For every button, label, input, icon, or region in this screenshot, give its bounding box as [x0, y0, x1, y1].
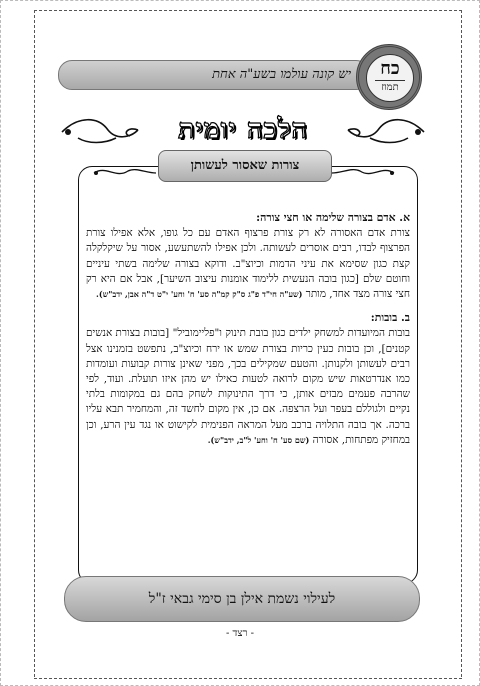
title-block — [58, 108, 428, 152]
page-frame-bottom — [34, 678, 462, 679]
section-body: צורת אדם האסורה לא רק צורת פרצוף האדם עם כל גופו, אלא אפילו צורת הפרצוף לבדו, רבים אוסרים לעשותה. ולכן אפילו להשתעשע, אסור על שיקלקלה קצת כגון שסימא את עיני הדמות וכיוצ"ב. ודוקא בצורה שלימה בשתי עיניים וחוטם שלם [כגון בובה הנעשית ללימוד אומנות עיצוב השיער], אבל אם היא רק חצי צורה מצד אחד, מותר — [86, 227, 410, 301]
page-title: הלכה יומית — [178, 114, 308, 145]
dedication-bar — [64, 576, 420, 622]
section-body: בובות המיועדות למשחק ילדים כגון בובת תינוק ו"פליימוביל" [בובות בצורת אנשים קטנים], וכן בובות כעין כריות בצורת שמש או ירח וכיוצ"ב, נתפשט בזמנינו אצל רבים לעשותן ולקנותן. והטעם שמקילים בכך, מפני שאינן צורות קבועות ועומדות כמו אנדרטאות שיש מקום לרואה לטעות כאילו יש מהן איזו תועלת. ועוד, לפי שהרבה פעמים מבזים אותן, כי דרך התינוקות לשחק בהם גם במקומות בלתי נקיים ולגוללם בעפר ועל הרצפה. אם כן, אין מקום לחשד זה, והמחמיר תבא עליו ברכה. אך בובה התלויה ברכב מעל המראה הפנימית לקישוט או נגד עין הרע, וכן במחזיק מפתחות, אסורה — [86, 327, 410, 446]
date-badge — [356, 44, 422, 110]
section-paragraph — [86, 226, 410, 302]
page-number: - רצד - — [225, 628, 255, 639]
header-slogan-bar — [58, 60, 370, 90]
section-tab — [158, 150, 332, 182]
section-gap — [86, 302, 410, 310]
dedication-text: לעילוי נשמת אילן בן סימי גבאי ז"ל — [148, 591, 336, 607]
halacha-content — [86, 210, 410, 448]
date-badge-inner — [366, 54, 414, 102]
section-tab-label: צורות שאסור לעשותן — [190, 158, 300, 173]
section-heading: ב. בובות: — [370, 311, 410, 325]
header-slogan: יש קונה עולמו בשע"ה אחת — [212, 67, 351, 82]
left-ornament-icon — [92, 165, 158, 181]
section-source: (שם סע' ח' וחע' ל"ב, ידב"ש). — [207, 434, 310, 445]
section-paragraph — [86, 326, 410, 448]
section-source: (שע"ה חי"ד פ"ג ס"ק קמ"ה סע' ח' וחע' י"ט ד"ה אבן, ידב"ש). — [96, 289, 303, 300]
date-badge-month: תמוז — [381, 82, 399, 93]
right-ornament-icon — [330, 165, 396, 181]
date-badge-number: כח — [380, 58, 400, 79]
section-heading: א. אדם בצורה שלימה או חצי צורה: — [256, 211, 410, 224]
